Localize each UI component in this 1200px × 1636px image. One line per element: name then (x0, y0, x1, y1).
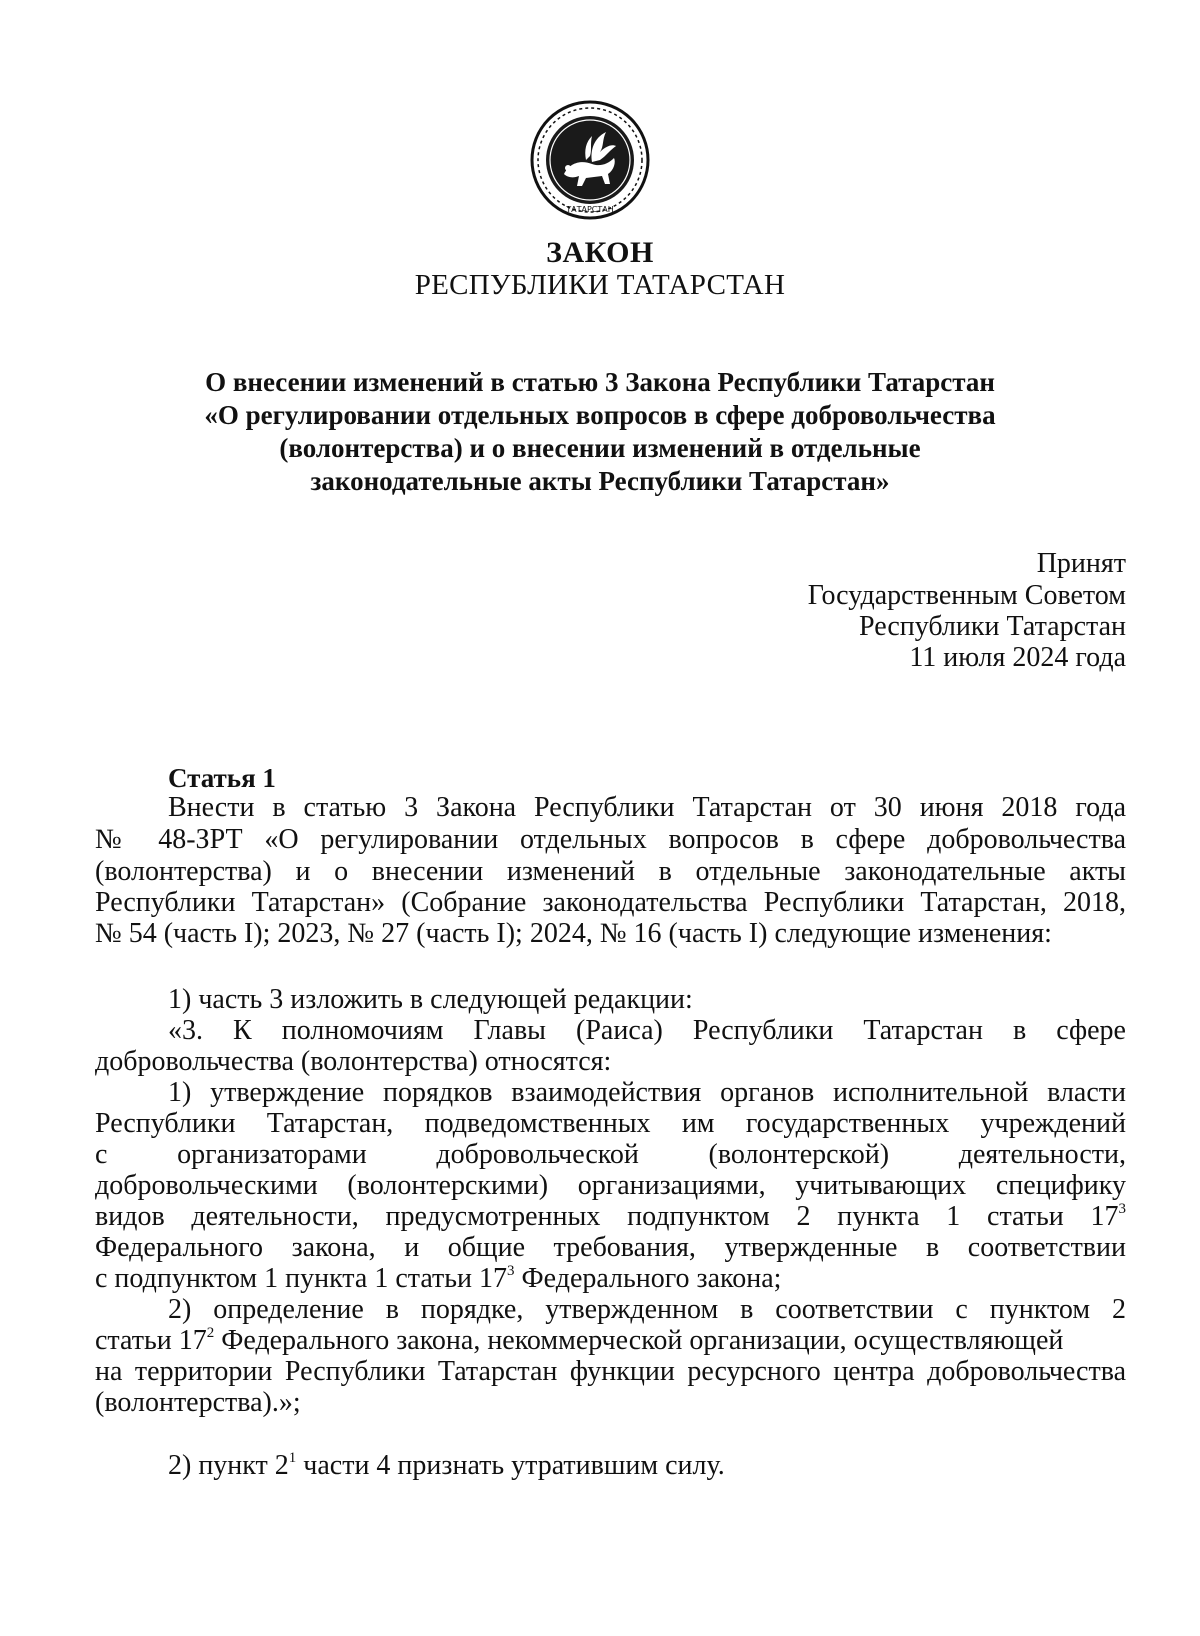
intro-line-3: (волонтерства) и о внесении изменений в отдельные законодательные акты (95, 856, 1126, 887)
item1-heading: 1) часть 3 изложить в следующей редакции: (168, 984, 693, 1015)
intro-line-1: Внести в статью 3 Закона Республики Татарстан от 30 июня 2018 года (168, 792, 1126, 823)
sub1-line-7-text: с подпунктом 1 пункта 1 статьи 17 (95, 1263, 508, 1294)
sub1-line-7 (95, 1263, 1126, 1295)
sub1-line-2: Республики Татарстан, подведомственных им государственных учреждений (95, 1108, 1126, 1139)
law-title: ЗАКОН (546, 236, 654, 269)
adoption-date: 11 июля 2024 года (909, 642, 1126, 673)
item2-line (168, 1450, 1126, 1482)
sub2-line-2 (95, 1325, 1126, 1357)
superscript: 1 (288, 1449, 297, 1466)
superscript: 2 (206, 1324, 215, 1341)
emblem-ring-text: ТАТАРСТАН (566, 205, 614, 214)
subject-line-4: законодательные акты Республики Татарстан» (310, 466, 890, 496)
intro-line-5: № 54 (часть I); 2023, № 27 (часть I); 2024, № 16 (часть I) следующие изменения: (95, 918, 1052, 949)
sub2-line-2-text: статьи 17 (95, 1325, 207, 1356)
intro-line-4: Республики Татарстан» (Собрание законодательства Республики Татарстан, 2018, (95, 887, 1126, 918)
quote-line-1: «3. К полномочиям Главы (Раиса) Республики Татарстан в сфере (168, 1015, 1126, 1046)
quote-line-2: добровольчества (волонтерства) относятся: (95, 1046, 612, 1077)
adoption-line-2: Государственным Советом (807, 580, 1126, 611)
sub1-line-5 (95, 1201, 1126, 1233)
sub1-line-6: Федерального закона, и общие требования, утвержденные в соответствии (95, 1232, 1126, 1263)
subject-line-3: (волонтерства) и о внесении изменений в отдельные (279, 433, 921, 463)
sub2-line-3: на территории Республики Татарстан функции ресурсного центра добровольчества (95, 1356, 1126, 1387)
sub1-line-4: добровольческими (волонтерскими) организациями, учитывающих специфику (95, 1170, 1126, 1201)
law-subtitle: РЕСПУБЛИКИ ТАТАРСТАН (414, 269, 786, 301)
sub2-line-1: 2) определение в порядке, утвержденном в соответствии с пунктом 2 (168, 1294, 1126, 1325)
sub1-line-1: 1) утверждение порядков взаимодействия органов исполнительной власти (168, 1077, 1126, 1108)
item2-text-a: 2) пункт 2 (168, 1450, 289, 1481)
sub1-line-5-text: видов деятельности, предусмотренных подпунктом 2 пункта 1 статьи 17 (95, 1201, 1119, 1232)
sub1-line-7-tail: Федерального закона; (514, 1263, 782, 1294)
item2-text-b: части 4 признать утратившим силу. (296, 1450, 725, 1481)
subject-line-2: «О регулировании отдельных вопросов в сфере добровольчества (204, 400, 996, 430)
sub2-line-4: (волонтерства).»; (95, 1387, 301, 1418)
superscript: 3 (1118, 1200, 1126, 1217)
superscript: 3 (507, 1262, 515, 1279)
adoption-line-3: Республики Татарстан (859, 611, 1126, 642)
subject-line-1: О внесении изменений в статью 3 Закона Республики Татарстан (205, 367, 995, 397)
tatarstan-coat-of-arms-icon (530, 100, 650, 220)
sub1-line-3: с организаторами добровольческой (волонтерской) деятельности, (95, 1139, 1126, 1170)
sub2-line-2-tail: Федерального закона, некоммерческой организации, осуществляющей (214, 1325, 1064, 1356)
article-heading: Статья 1 (168, 763, 276, 793)
adoption-line-1: Принят (1036, 548, 1126, 579)
intro-line-2: № 48-ЗРТ «О регулировании отдельных вопросов в сфере добровольчества (95, 824, 1126, 855)
